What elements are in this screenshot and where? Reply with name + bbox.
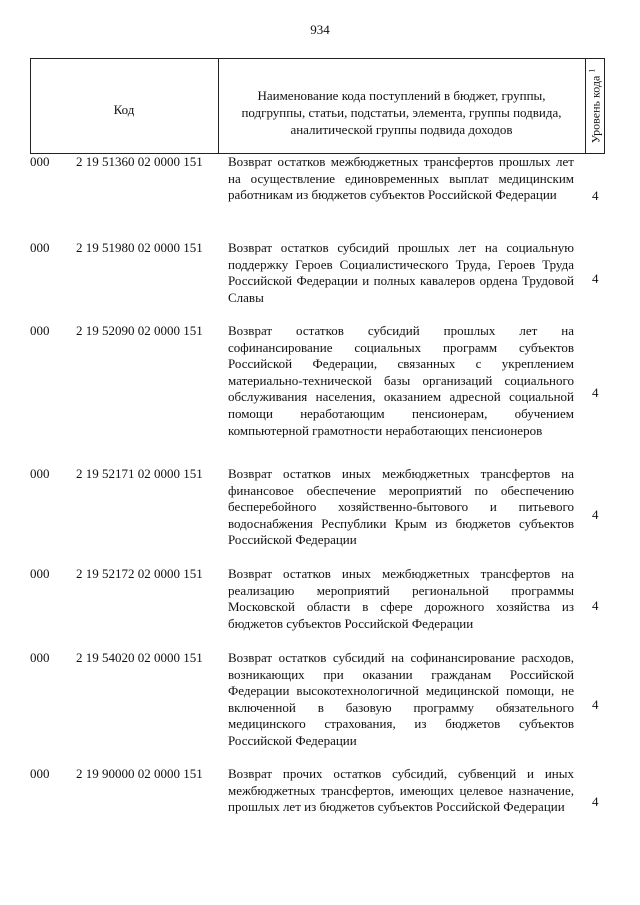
row-prefix: 000 — [30, 240, 50, 255]
row-name: Возврат остатков субсидий на софинансирование расходов, возникающих при оказании гражданам Российской Федерации высокотехнологичной медицинской помощи, не включенной в базовую программу обязательного медицинского страхования, из бюджетов субъектов Российской Федерации — [228, 650, 574, 748]
row-level: 4 — [592, 188, 599, 203]
row-name: Возврат остатков иных межбюджетных трансфертов на финансовое обеспечение мероприятий по обеспечению бесперебойного хозяйственно-бытового и питьевого водоснабжения Республики Крым из бюджетов субъектов Российской Федерации — [228, 466, 574, 548]
header-level-text — [587, 69, 603, 144]
header-code: Код — [113, 102, 135, 117]
table-header — [30, 58, 605, 154]
row-code: 2 19 51360 02 0000 151 — [76, 154, 203, 169]
row-level: 4 — [592, 697, 599, 712]
row-code: 2 19 51980 02 0000 151 — [76, 240, 203, 255]
row-name: Возврат остатков иных межбюджетных трансфертов на реализацию мероприятий региональной программы Московской области в сфере дорожного хозяйства из бюджетов субъектов Российской Федерации — [228, 566, 574, 631]
row-name: Возврат остатков межбюджетных трансфертов прошлых лет на осуществление единовременных выплат медицинским работникам из бюджетов субъектов Российской Федерации — [228, 154, 574, 203]
header-level-label: Уровень кода — [588, 75, 603, 144]
row-code: 2 19 52172 02 0000 151 — [76, 566, 203, 581]
row-level: 4 — [592, 507, 599, 522]
row-prefix: 000 — [30, 650, 50, 665]
row-name: Возврат остатков субсидий прошлых лет на социальную поддержку Героев Социалистического Труда, Героев Труда Российской Федерации и полных кавалеров ордена Трудовой Славы — [228, 240, 574, 305]
row-prefix: 000 — [30, 323, 50, 338]
header-level — [585, 59, 605, 153]
row-code: 2 19 52171 02 0000 151 — [76, 466, 203, 481]
page-number: 934 — [310, 22, 330, 37]
header-level-footnote: 1 — [587, 68, 597, 73]
row-level: 4 — [592, 794, 599, 809]
row-code: 2 19 90000 02 0000 151 — [76, 766, 203, 781]
row-level: 4 — [592, 385, 599, 400]
row-name: Возврат остатков субсидий прошлых лет на софинансирование социальных программ субъектов Российской Федерации, связанных с укреплением материально-технической базы организаций социального обслуживания населения, оказанием адресной социальной помощи неработающим пенсионерам, обучением компьютерной грамотности неработающих пенсионеров — [228, 323, 574, 438]
row-name: Возврат прочих остатков субсидий, субвенций и иных межбюджетных трансфертов, имеющих целевое назначение, прошлых лет из бюджетов субъектов Российской Федерации — [228, 766, 574, 815]
row-prefix: 000 — [30, 766, 50, 781]
header-name: Наименование кода поступлений в бюджет, группы, подгруппы, статьи, подстатьи, элемента, группы подвида, аналитической группы подвида доходов — [241, 87, 562, 137]
row-level: 4 — [592, 271, 599, 286]
row-code: 2 19 54020 02 0000 151 — [76, 650, 203, 665]
row-prefix: 000 — [30, 154, 50, 169]
row-level: 4 — [592, 598, 599, 613]
row-prefix: 000 — [30, 566, 50, 581]
row-prefix: 000 — [30, 466, 50, 481]
row-code: 2 19 52090 02 0000 151 — [76, 323, 203, 338]
